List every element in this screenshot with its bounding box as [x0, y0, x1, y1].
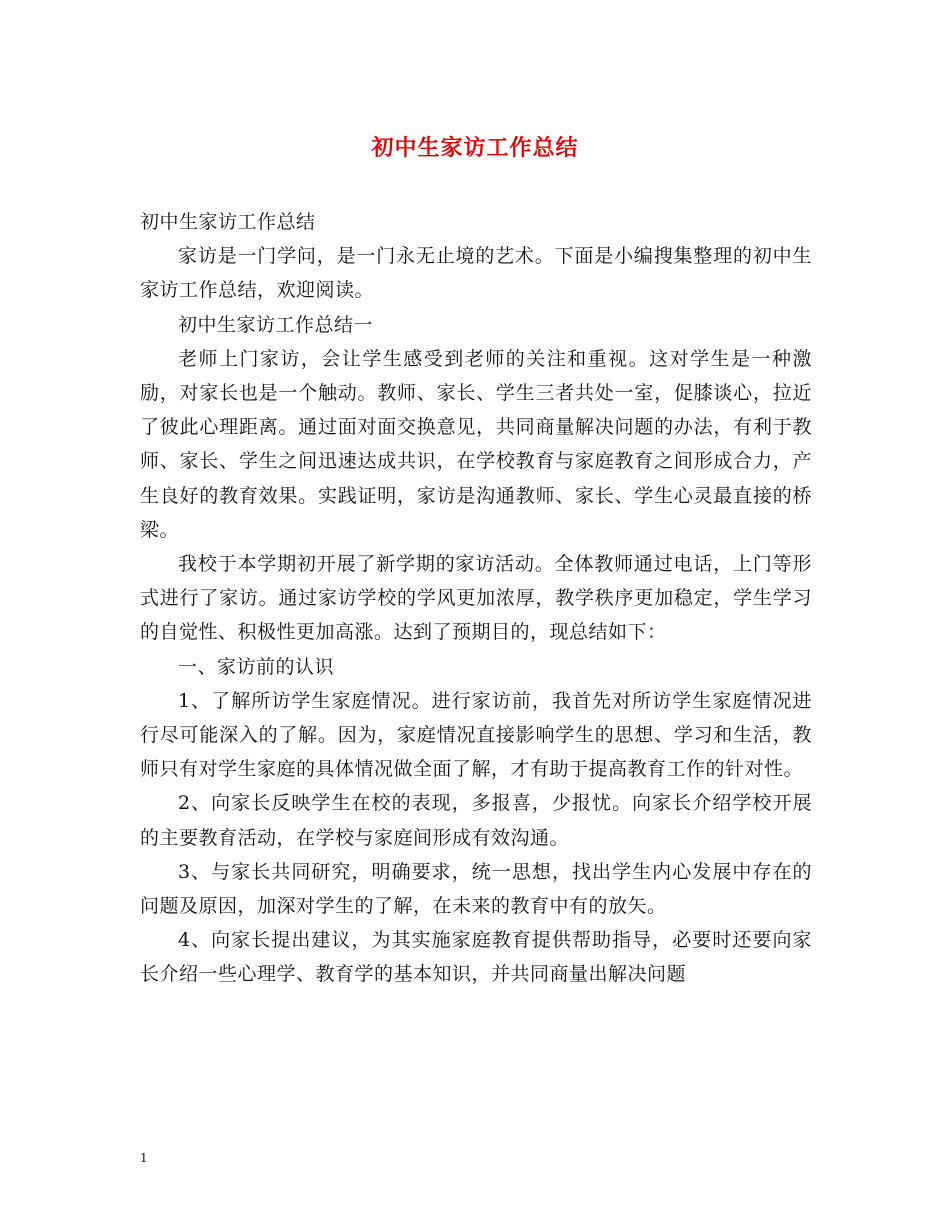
paragraph-home-visit-value: 老师上门家访，会让学生感受到老师的关注和重视。这对学生是一种激励，对家长也是一个触动。教师、家长、学生三者共处一室，促膝谈心，拉近了彼此心理距离。通过面对面交换意见，共同商量解决问题的办法，有利于教师、家长、学生之间迅速达成共识，在学校教育与家庭教育之间形成合力，产生良好的教育效果。实践证明，家访是沟通教师、家长、学生心灵最直接的桥梁。: [140, 347, 812, 541]
list-item-2: 2、向家长反映学生在校的表现，多报喜，少报忧。向家长介绍学校开展的主要教育活动，在学校与家庭间形成有效沟通。: [140, 792, 812, 849]
document-title: 初中生家访工作总结: [371, 135, 579, 161]
paragraph-school-activity: 我校于本学期初开展了新学期的家访活动。全体教师通过电话，上门等形式进行了家访。通过家访学校的学风更加浓厚，教学秩序更加稳定，学生学习的自觉性、积极性更加高涨。达到了预期目的，现总结如下：: [140, 553, 812, 644]
list-item-3: 3、与家长共同研究，明确要求，统一思想，找出学生内心发展中存在的问题及原因，加深对学生的了解，在未来的教育中有的放矢。: [140, 860, 812, 918]
section-heading-one: 初中生家访工作总结一: [178, 313, 374, 336]
paragraph-intro: 家访是一门学问，是一门永无止境的艺术。下面是小编搜集整理的初中生家访工作总结，欢迎阅读。: [140, 245, 812, 302]
list-item-1: 1、了解所访学生家庭情况。进行家访前，我首先对所访学生家庭情况进行尽可能深入的了解。因为，家庭情况直接影响学生的思想、学习和生活，教师只有对学生家庭的具体情况做全面了解，才有助于提高教育工作的针对性。: [140, 689, 812, 781]
document-body: [140, 205, 812, 992]
paragraph-heading: 初中生家访工作总结: [140, 211, 316, 233]
subsection-heading: 一、家访前的认识: [178, 655, 335, 678]
list-item-4: 4、向家长提出建议，为其实施家庭教育提供帮助指导，必要时还要向家长介绍一些心理学、教育学的基本知识，并共同商量出解决问题: [140, 929, 812, 986]
page-number: 1: [140, 1151, 148, 1165]
